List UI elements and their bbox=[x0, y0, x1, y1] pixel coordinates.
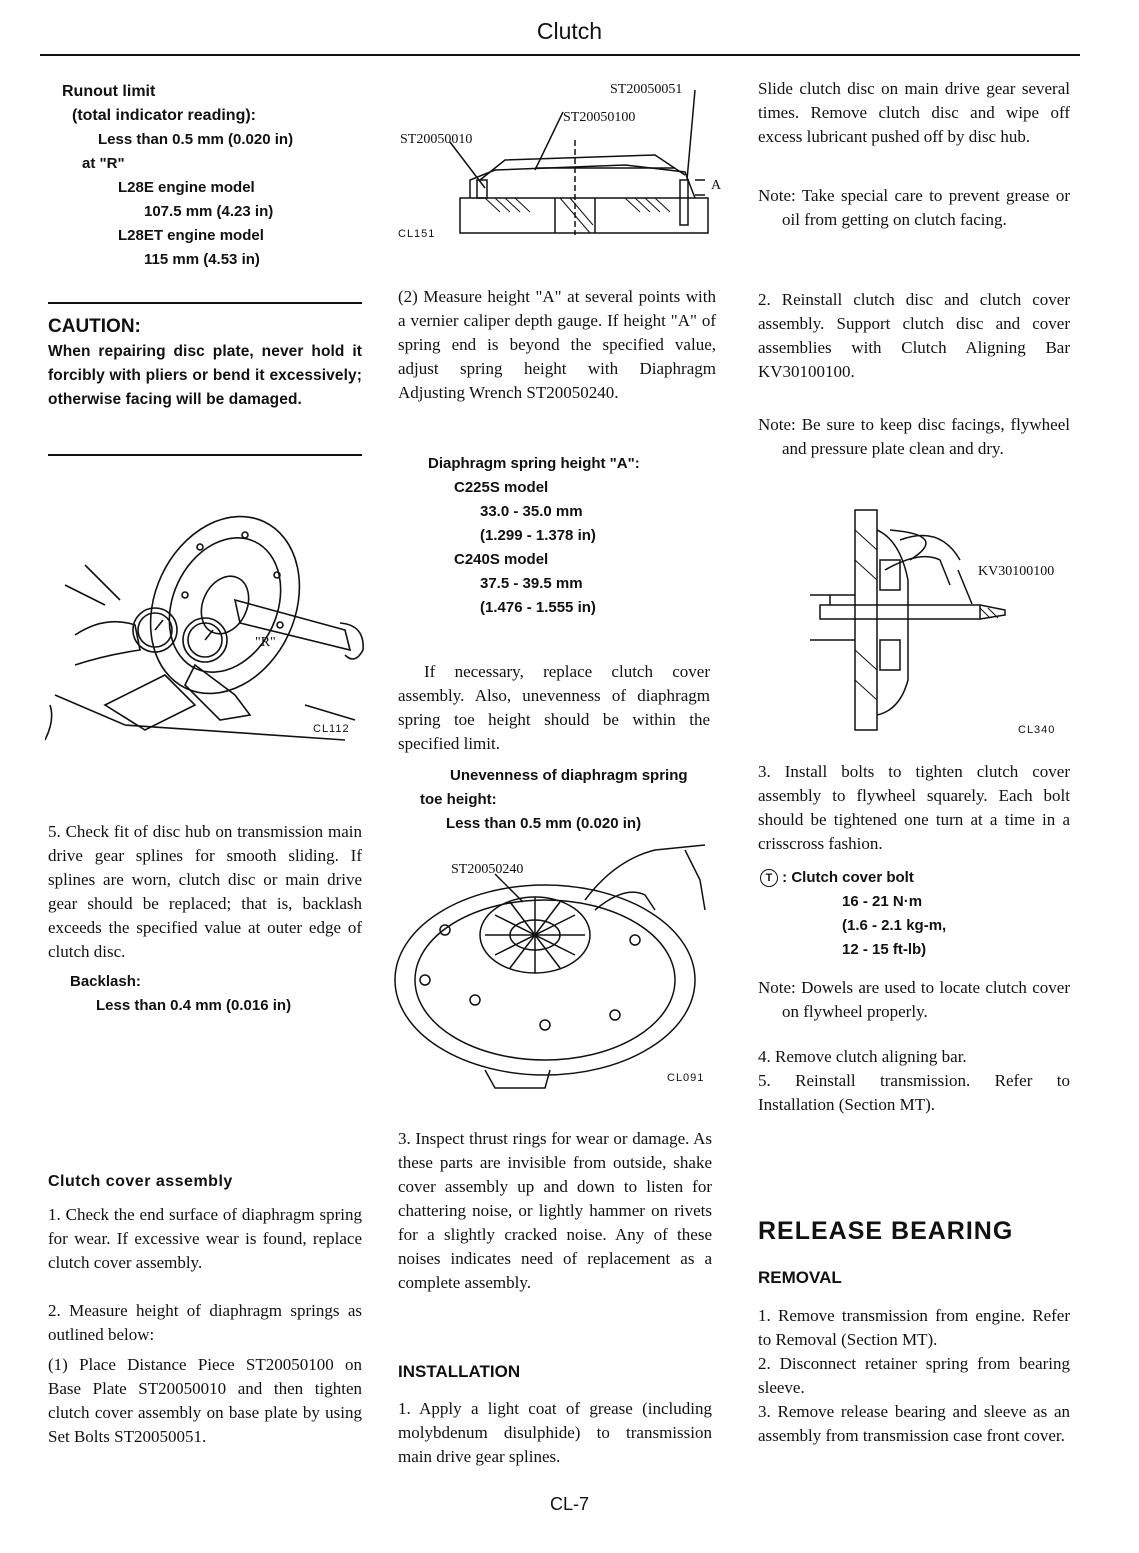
page-number: CL-7 bbox=[549, 1494, 589, 1514]
cover-step-2: 2. Measure height of diaphragm springs as outlined below: bbox=[48, 1301, 362, 1344]
figure-cover-on-base-plate bbox=[395, 80, 720, 250]
step-2-2-measure-height: (2) Measure height "A" at several points with a vernier caliper depth gauge. If height "A" of spring end is beyond the specified value, adjust spring height with Diaphragm Adjusting Wrench ST20050240. bbox=[398, 287, 716, 402]
slide-disc-text: Slide clutch disc on main drive gear several times. Remove clutch disc and wipe off excess lubricant pushed off by disc hub. bbox=[758, 79, 1070, 146]
caution-bottom-rule bbox=[48, 454, 362, 456]
figure-code-cl151: CL151 bbox=[398, 228, 436, 240]
figure-label-r: "R" bbox=[255, 635, 276, 650]
figure-label-kv30100100: KV30100100 bbox=[978, 564, 1055, 579]
removal-step-2: 2. Disconnect retainer spring from bearing sleeve. bbox=[758, 1354, 1070, 1397]
figure-code-cl112: CL112 bbox=[313, 723, 350, 735]
figure-diaphragm-wrench bbox=[385, 840, 720, 1090]
torque-icon: T bbox=[760, 869, 778, 887]
figure-code-cl091: CL091 bbox=[667, 1072, 705, 1084]
cover-step-2-1: (1) Place Distance Piece ST20050100 on Base Plate ST20050010 and then tighten clutch cover assembly on base plate by using Set Bolts ST20050051. bbox=[48, 1355, 362, 1446]
note-keep-clean: Note: Be sure to keep disc facings, flywheel and pressure plate clean and dry. bbox=[758, 415, 1070, 458]
note-grease: Note: Take special care to prevent grease or oil from getting on clutch facing. bbox=[758, 186, 1070, 229]
install-bolts-step-3: 3. Install bolts to tighten clutch cover assembly to flywheel squarely. Each bolt should be tightened one turn at a time in a crisscross fashion. bbox=[758, 762, 1070, 853]
torque-spec: T : Clutch cover bolt 16 - 21 N·m (1.6 - 2.1 kg-m, 12 - 15 ft-lb) bbox=[760, 866, 1070, 962]
step-4-remove-bar: 4. Remove clutch aligning bar. bbox=[758, 1047, 967, 1066]
removal-title: REMOVAL bbox=[758, 1268, 842, 1287]
diaphragm-height-spec: Diaphragm spring height "A": C225S model 33.0 - 35.0 mm (1.299 - 1.378 in) C240S model 37.5 - 39.5 mm (1.476 - 1.555 in) bbox=[428, 455, 640, 616]
installation-title: INSTALLATION bbox=[398, 1362, 521, 1381]
reinstall-step-2: 2. Reinstall clutch disc and clutch cover assembly. Support clutch disc and cover assemblies with Clutch Aligning Bar KV30100100. bbox=[758, 290, 1070, 381]
diaphragm-wrench-illustration bbox=[385, 840, 720, 1090]
figure-disc-runout-check bbox=[45, 505, 365, 750]
page-header-title: Clutch bbox=[536, 18, 603, 44]
figure-label-st20050051: ST20050051 bbox=[610, 82, 683, 97]
caution-title: CAUTION: bbox=[48, 316, 141, 337]
caution-top-rule bbox=[48, 302, 362, 304]
header-rule bbox=[40, 54, 1080, 56]
clutch-cover-assembly-title: Clutch cover assembly bbox=[48, 1173, 233, 1190]
figure-label-a: A bbox=[711, 178, 722, 193]
unevenness-spec: Unevenness of diaphragm spring toe height: Less than 0.5 mm (0.020 in) bbox=[420, 767, 688, 832]
step-5-disc-hub-check: 5. Check fit of disc hub on transmission main drive gear splines for smooth sliding. If splines are worn, clutch disc or main drive gear should be replaced; that is, backlash exceeds the specified value at outer edge of clutch disc. bbox=[48, 822, 362, 961]
step-5-reinstall-transmission: 5. Reinstall transmission. Refer to Installation (Section MT). bbox=[758, 1071, 1070, 1114]
removal-step-3: 3. Remove release bearing and sleeve as an assembly from transmission case front cover. bbox=[758, 1402, 1070, 1445]
step-3-thrust-rings: 3. Inspect thrust rings for wear or damage. As these parts are invisible from outside, shake cover assembly up and down to listen for chattering noise, or lightly hammer on rivets for a slightly cracked noise. Any of these noises indicates need of replacement as a complete assembly. bbox=[398, 1129, 712, 1292]
figure-label-st20050100: ST20050100 bbox=[563, 110, 636, 125]
cover-step-1: 1. Check the end surface of diaphragm spring for wear. If excessive wear is found, replace clutch cover assembly. bbox=[48, 1205, 362, 1272]
replace-cover-text: If necessary, replace clutch cover assembly. Also, unevenness of diaphragm spring toe height should be within the specified limit. bbox=[398, 662, 710, 753]
figure-label-st20050010: ST20050010 bbox=[400, 132, 473, 147]
figure-aligning-bar bbox=[790, 500, 1080, 740]
caution-text: When repairing disc plate, never hold it forcibly with pliers or bend it excessively; otherwise facing will be damaged. bbox=[48, 343, 362, 408]
figure-label-st20050240: ST20050240 bbox=[451, 862, 524, 877]
figure-code-cl340: CL340 bbox=[1018, 724, 1056, 736]
release-bearing-title: RELEASE BEARING bbox=[758, 1217, 1014, 1245]
note-dowels: Note: Dowels are used to locate clutch cover on flywheel properly. bbox=[758, 978, 1070, 1021]
backlash-spec-label: Backlash: bbox=[70, 973, 141, 990]
removal-step-1: 1. Remove transmission from engine. Refer to Removal (Section MT). bbox=[758, 1306, 1070, 1349]
aligning-bar-illustration bbox=[790, 500, 1080, 740]
installation-step-1: 1. Apply a light coat of grease (including molybdenum disulphide) to transmission main drive gear splines. bbox=[398, 1399, 712, 1466]
runout-limit-spec: Runout limit (total indicator reading): Less than 0.5 mm (0.020 in) at "R" L28E engine model 107.5 mm (4.23 in) L28ET engine model 115 mm (4.53 in) bbox=[62, 83, 294, 268]
backlash-spec-value: Less than 0.4 mm (0.016 in) bbox=[96, 997, 292, 1014]
base-plate-illustration bbox=[395, 80, 720, 250]
runout-check-illustration bbox=[45, 505, 365, 750]
